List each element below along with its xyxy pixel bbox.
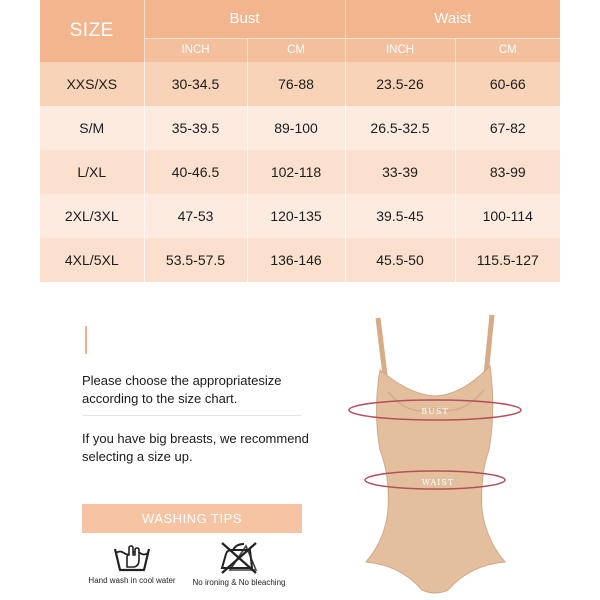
waist-cm-cell: 83-99 — [455, 150, 560, 194]
waist-inch-cell: 39.5-45 — [345, 194, 455, 238]
no-iron-no-bleach-icon — [216, 540, 262, 576]
size-chart-header-row — [40, 0, 560, 38]
hand-wash-label: Hand wash in cool water — [88, 576, 176, 585]
bust-inch-cell: 47-53 — [144, 194, 247, 238]
waist-inch-cell: 23.5-26 — [345, 62, 455, 106]
bust-inch-cell: 35-39.5 — [144, 106, 247, 150]
waist-cm-cell: 60-66 — [455, 62, 560, 106]
size-cell: L/XL — [40, 150, 144, 194]
size-cell: 4XL/5XL — [40, 238, 144, 282]
waist-cm-header: CM — [455, 38, 560, 62]
bust-inch-cell: 53.5-57.5 — [144, 238, 247, 282]
bust-cm-cell: 102-118 — [247, 150, 345, 194]
accent-bar — [85, 326, 87, 354]
waist-inch-cell: 26.5-32.5 — [345, 106, 455, 150]
waist-cm-cell: 100-114 — [455, 194, 560, 238]
size-column-header: SIZE — [40, 0, 144, 62]
bust-inch-cell: 40-46.5 — [144, 150, 247, 194]
size-up-tip: If you have big breasts, we recommend selecting a size up. — [82, 431, 309, 464]
table-row — [40, 106, 560, 150]
waist-inch-header: INCH — [345, 38, 455, 62]
no-iron-label: No ironing & No bleaching — [192, 578, 286, 587]
no-iron-care — [184, 540, 294, 587]
waist-inch-cell: 33-39 — [345, 150, 455, 194]
bust-cm-cell: 136-146 — [247, 238, 345, 282]
left-strap — [378, 318, 385, 375]
waist-cm-cell: 67-82 — [455, 106, 560, 150]
table-row — [40, 150, 560, 194]
bust-label: BUST — [421, 407, 449, 416]
size-chart-table — [40, 0, 560, 282]
hand-wash-care — [77, 540, 187, 585]
hand-wash-icon — [112, 540, 152, 574]
tip-divider — [82, 415, 302, 416]
size-cell: S/M — [40, 106, 144, 150]
bust-inch-header: INCH — [144, 38, 247, 62]
bust-cm-cell: 76-88 — [247, 62, 345, 106]
size-cell: 2XL/3XL — [40, 194, 144, 238]
bust-group-header: Bust — [144, 0, 345, 38]
bust-cm-cell: 89-100 — [247, 106, 345, 150]
size-cell: XXS/XS — [40, 62, 144, 106]
right-strap — [486, 315, 492, 375]
waist-label: WAIST — [421, 478, 455, 487]
bust-cm-cell: 120-135 — [247, 194, 345, 238]
bodysuit-illustration — [340, 300, 530, 600]
washing-tips-banner: WASHING TIPS — [82, 504, 302, 533]
waist-inch-cell: 45.5-50 — [345, 238, 455, 282]
bust-cm-header: CM — [247, 38, 345, 62]
bust-inch-cell: 30-34.5 — [144, 62, 247, 106]
table-row — [40, 238, 560, 282]
waist-group-header: Waist — [345, 0, 560, 38]
waist-cm-cell: 115.5-127 — [455, 238, 560, 282]
table-row — [40, 194, 560, 238]
size-choice-tip: Please choose the appropriatesize according to the size chart. — [82, 373, 282, 406]
table-row — [40, 62, 560, 106]
